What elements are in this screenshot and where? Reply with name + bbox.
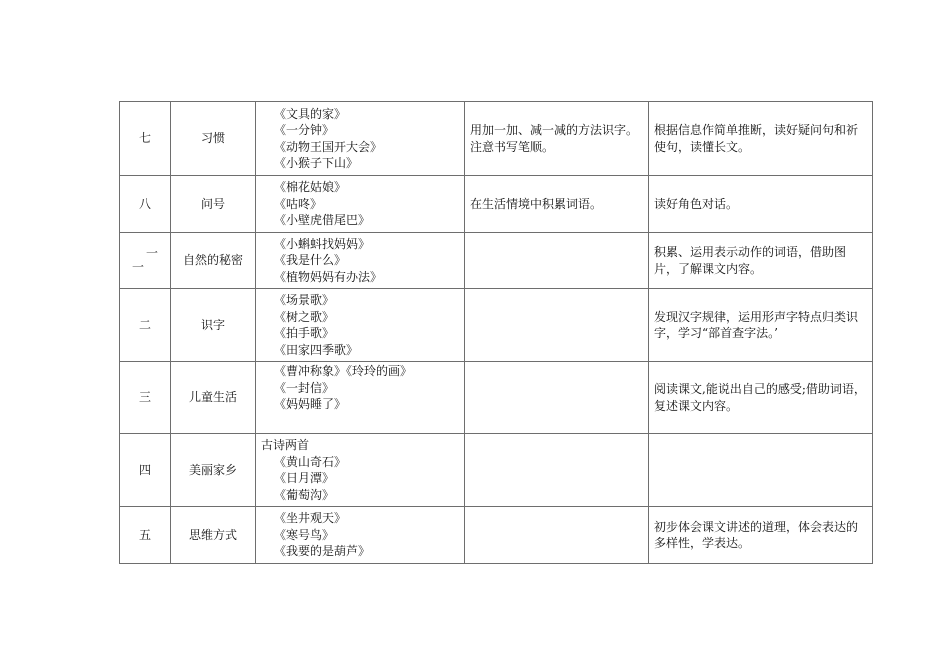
unit-theme: 自然的秘密 bbox=[171, 233, 256, 289]
literacy-goal bbox=[465, 434, 649, 507]
reading-goal: 发现汉字规律，运用形声字特点归类识字，学习“部首查字法。’ bbox=[649, 289, 873, 362]
unit-theme: 儿童生活 bbox=[171, 362, 256, 434]
table-row bbox=[120, 507, 873, 564]
lesson-title: 《曹冲称象》《玲玲的画》 bbox=[274, 364, 413, 378]
lesson-list bbox=[256, 434, 465, 507]
lesson-title: 《黄山奇石》 bbox=[274, 454, 347, 469]
lesson-title: 《田家四季歌》 bbox=[274, 342, 359, 357]
unit-theme: 思维方式 bbox=[171, 507, 256, 564]
unit-plan-table bbox=[119, 101, 873, 564]
lesson-title: 《树之歌》 bbox=[274, 309, 335, 324]
lesson-title: 《我要的是葫芦》 bbox=[274, 544, 371, 559]
literacy-goal bbox=[465, 233, 649, 289]
lesson-list bbox=[256, 289, 465, 362]
lesson-list bbox=[256, 362, 465, 434]
reading-goal: 根据信息作简单推断，读好疑问句和祈使句，读懂长文。 bbox=[649, 102, 873, 176]
unit-number: 二 bbox=[120, 289, 171, 362]
lesson-title: 《动物王国开大会》 bbox=[274, 139, 383, 154]
unit-number bbox=[120, 233, 171, 289]
lesson-title: 《坐井观天》 bbox=[274, 511, 347, 526]
unit-number: 四 bbox=[120, 434, 171, 507]
table-row bbox=[120, 176, 873, 233]
lesson-title: 《一分钟》 bbox=[274, 123, 335, 137]
unit-number: 三 bbox=[120, 362, 171, 434]
lesson-list bbox=[256, 507, 465, 564]
table-row bbox=[120, 233, 873, 289]
lesson-title: 《小壁虎借尾巴》 bbox=[274, 213, 371, 228]
reading-goal bbox=[649, 434, 873, 507]
unit-theme: 问号 bbox=[171, 176, 256, 233]
lesson-list bbox=[256, 102, 465, 176]
lesson-title: 《小蝌蚪找妈妈》 bbox=[274, 236, 371, 251]
table-row bbox=[120, 434, 873, 507]
unit-number-stack bbox=[132, 246, 158, 274]
reading-goal: 积累、运用表示动作的词语，借助图片，了解课文内容。 bbox=[649, 233, 873, 289]
literacy-goal bbox=[465, 507, 649, 564]
literacy-goal: 在生活情境中积累词语。 bbox=[465, 176, 649, 233]
lesson-title: 《棉花姑娘》 bbox=[274, 180, 347, 195]
reading-goal: 读好角色对话。 bbox=[649, 176, 873, 233]
table-row bbox=[120, 289, 873, 362]
lesson-list bbox=[256, 176, 465, 233]
table-row bbox=[120, 362, 873, 434]
lesson-title: 《我是什么》 bbox=[274, 253, 347, 268]
lesson-title: 《一封信》 bbox=[274, 380, 335, 395]
literacy-goal bbox=[465, 362, 649, 434]
reading-goal: 阅读课文,能说出自己的感受;借助词语，复述课文内容。 bbox=[649, 362, 873, 434]
unit-number: 八 bbox=[120, 176, 171, 233]
unit-theme: 习惯 bbox=[171, 102, 256, 176]
unit-theme: 美丽家乡 bbox=[171, 434, 256, 507]
lesson-title: 《咕咚》 bbox=[274, 196, 323, 211]
lesson-title: 《小猴子下山》 bbox=[274, 156, 359, 170]
reading-goal: 初步体会课文讲述的道理，体会表达的多样性，学表达。 bbox=[649, 507, 873, 564]
lesson-title: 《妈妈睡了》 bbox=[274, 397, 347, 411]
lesson-group-title: 古诗两首 bbox=[261, 438, 310, 452]
lesson-title: 《葡萄沟》 bbox=[274, 487, 335, 502]
unit-number-part: 一 bbox=[145, 245, 158, 260]
unit-theme: 识字 bbox=[171, 289, 256, 362]
unit-number: 七 bbox=[120, 102, 171, 176]
literacy-goal bbox=[465, 289, 649, 362]
unit-number-part: 一 bbox=[131, 259, 144, 274]
lesson-title: 《寒号鸟》 bbox=[274, 527, 335, 542]
literacy-goal: 用加一加、减一减的方法识字。注意书写笔顺。 bbox=[465, 102, 649, 176]
table-row bbox=[120, 102, 873, 176]
lesson-title: 《植物妈妈有办法》 bbox=[274, 269, 383, 284]
lesson-title: 《文具的家》 bbox=[274, 106, 347, 121]
lesson-title: 《拍手歌》 bbox=[274, 326, 335, 340]
unit-number: 五 bbox=[120, 507, 171, 564]
lesson-title: 《场景歌》 bbox=[274, 293, 335, 307]
lesson-list bbox=[256, 233, 465, 289]
lesson-title: 《日月潭》 bbox=[274, 471, 335, 485]
